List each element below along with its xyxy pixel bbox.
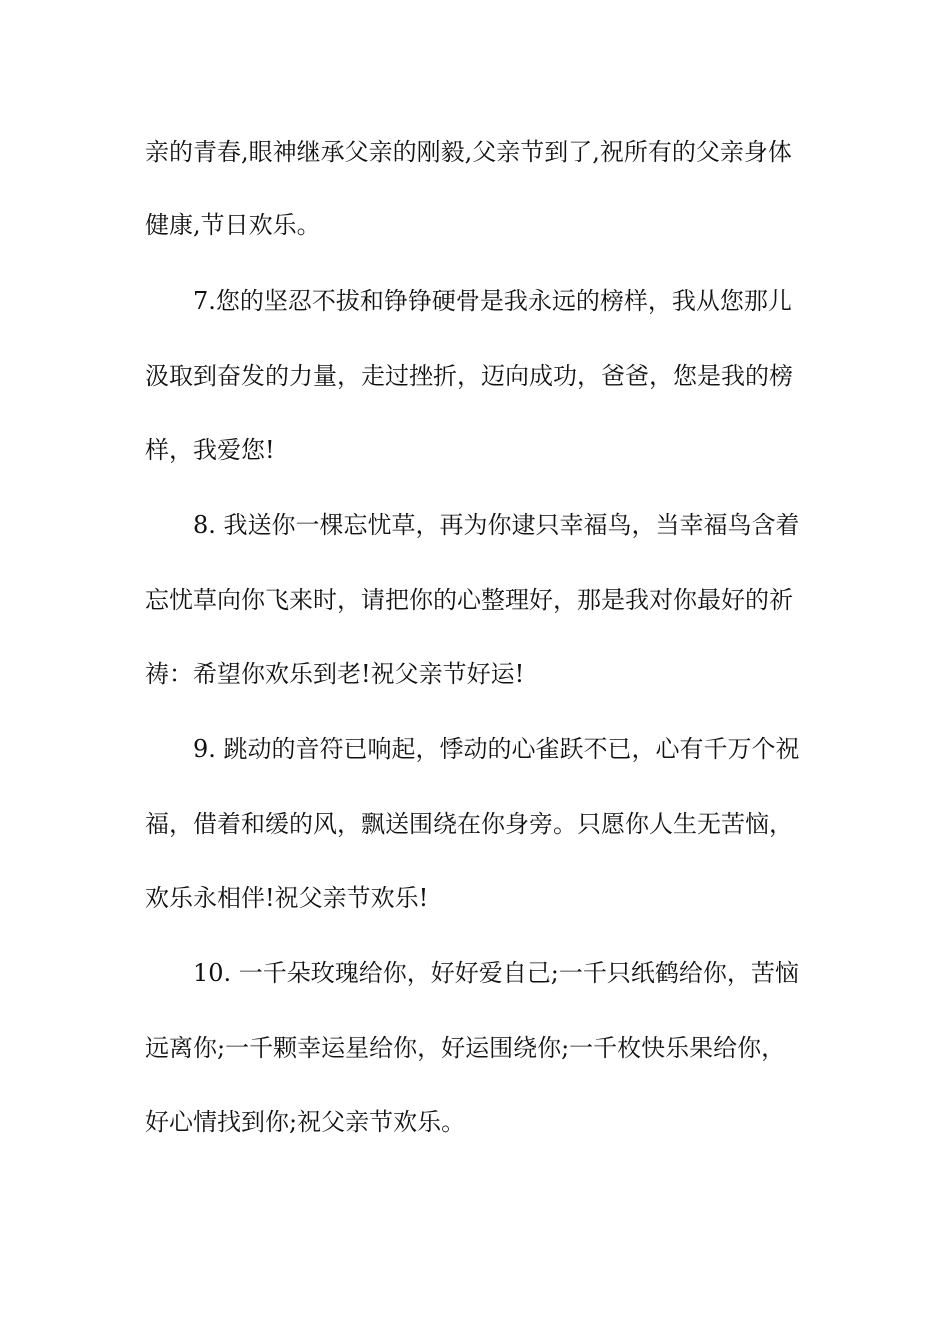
paragraph-7-line-1: 7.您的坚忍不拔和铮铮硬骨是我永远的榜样，我从您那儿 bbox=[193, 287, 792, 315]
paragraph-8-line-1: 8. 我送你一棵忘忧草，再为你逮只幸福鸟，当幸福鸟含着 bbox=[193, 511, 800, 539]
paragraph-9-line-2: 福，借着和缓的风，飘送围绕在你身旁。只愿你人生无苦恼， bbox=[145, 810, 793, 838]
paragraph-7-line-3: 样，我爱您! bbox=[145, 436, 275, 464]
paragraph-10-line-1: 10. 一千朵玫瑰给你，好好爱自己;一千只纸鹤给你，苦恼 bbox=[193, 959, 799, 987]
paragraph-9-line-3: 欢乐永相伴!祝父亲节欢乐! bbox=[145, 884, 429, 912]
paragraph-9-line-1: 9. 跳动的音符已响起，悸动的心雀跃不已，心有千万个祝 bbox=[193, 735, 800, 763]
paragraph-7-line-2: 汲取到奋发的力量，走过挫折，迈向成功，爸爸，您是我的榜 bbox=[145, 362, 793, 390]
paragraph-8-line-2: 忘忧草向你飞来时，请把你的心整理好，那是我对你最好的祈 bbox=[145, 586, 793, 614]
paragraph-8-line-3: 祷：希望你欢乐到老!祝父亲节好运! bbox=[145, 660, 525, 688]
paragraph-10-line-3: 好心情找到你;祝父亲节欢乐。 bbox=[145, 1108, 466, 1136]
paragraph-6-line-3: 健康,节日欢乐。 bbox=[145, 211, 321, 239]
paragraph-10-line-2: 远离你;一千颗幸运星给你，好运围绕你;一千枚快乐果给你， bbox=[145, 1034, 786, 1062]
paragraph-6-line-2: 亲的青春,眼神继承父亲的刚毅,父亲节到了,祝所有的父亲身体 bbox=[145, 138, 792, 166]
